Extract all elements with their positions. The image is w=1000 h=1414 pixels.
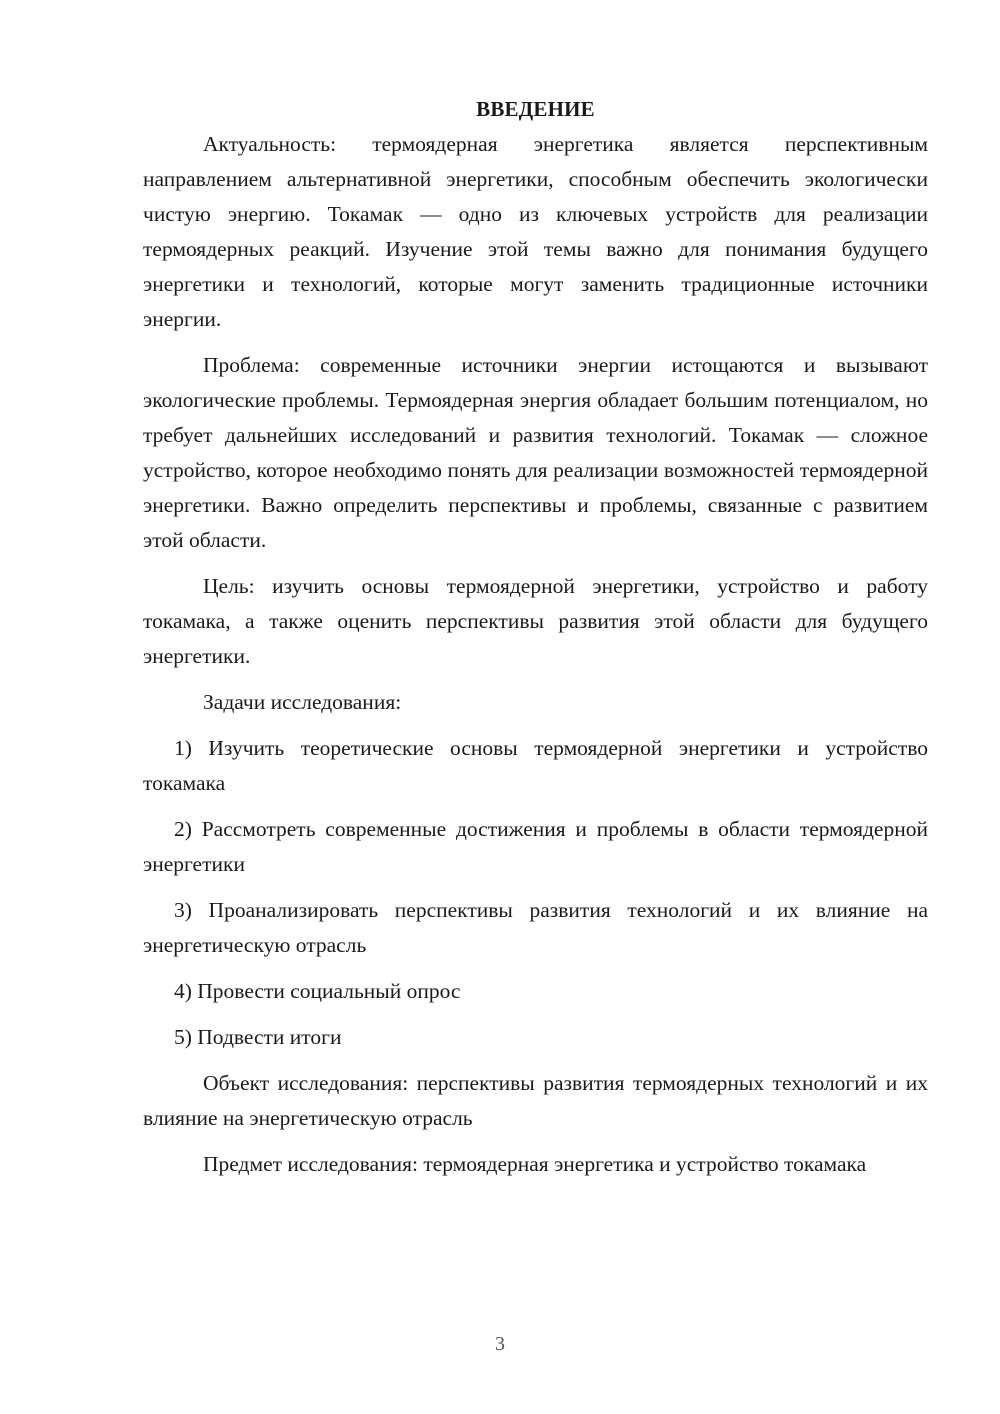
task-item-4: 4) Провести социальный опрос [174, 979, 461, 1003]
task-item-3: 3) Проанализировать перспективы развития технологий и их влияние на энергетическую отрасль [143, 898, 928, 957]
paragraph-problem: Проблема: современные источники энергии истощаются и вызывают экологические проблемы. Термоядерная энергия обладает большим потенциалом, но требует дальнейших исследований и развития технологий. Токамак — сложное устройство, которое необходимо понять для реализации возможностей термоядерной энергетики. Важно определить перспективы и проблемы, связанные с развитием этой области. [143, 353, 928, 552]
paragraph-object: Объект исследования: перспективы развития термоядерных технологий и их влияние на энергетическую отрасль [143, 1071, 928, 1130]
paragraph-subject: Предмет исследования: термоядерная энергетика и устройство токамака [203, 1152, 867, 1176]
task-item-1: 1) Изучить теоретические основы термоядерной энергетики и устройство токамака [143, 736, 928, 795]
document-page [143, 92, 928, 1193]
task-item-5: 5) Подвести итоги [174, 1025, 342, 1049]
page-title: ВВЕДЕНИЕ [476, 97, 595, 121]
tasks-heading: Задачи исследования: [203, 690, 402, 714]
page-number: 3 [495, 1333, 505, 1355]
task-item-2: 2) Рассмотреть современные достижения и проблемы в области термоядерной энергетики [143, 817, 928, 876]
paragraph-goal: Цель: изучить основы термоядерной энергетики, устройство и работу токамака, а также оценить перспективы развития этой области для будущего энергетики. [143, 574, 928, 668]
paragraph-relevance: Актуальность: термоядерная энергетика является перспективным направлением альтернативной энергетики, способным обеспечить экологически чистую энергию. Токамак — одно из ключевых устройств для реализации термоядерных реакций. Изучение этой темы важно для понимания будущего энергетики и технологий, которые могут заменить традиционные источники энергии. [143, 132, 928, 331]
